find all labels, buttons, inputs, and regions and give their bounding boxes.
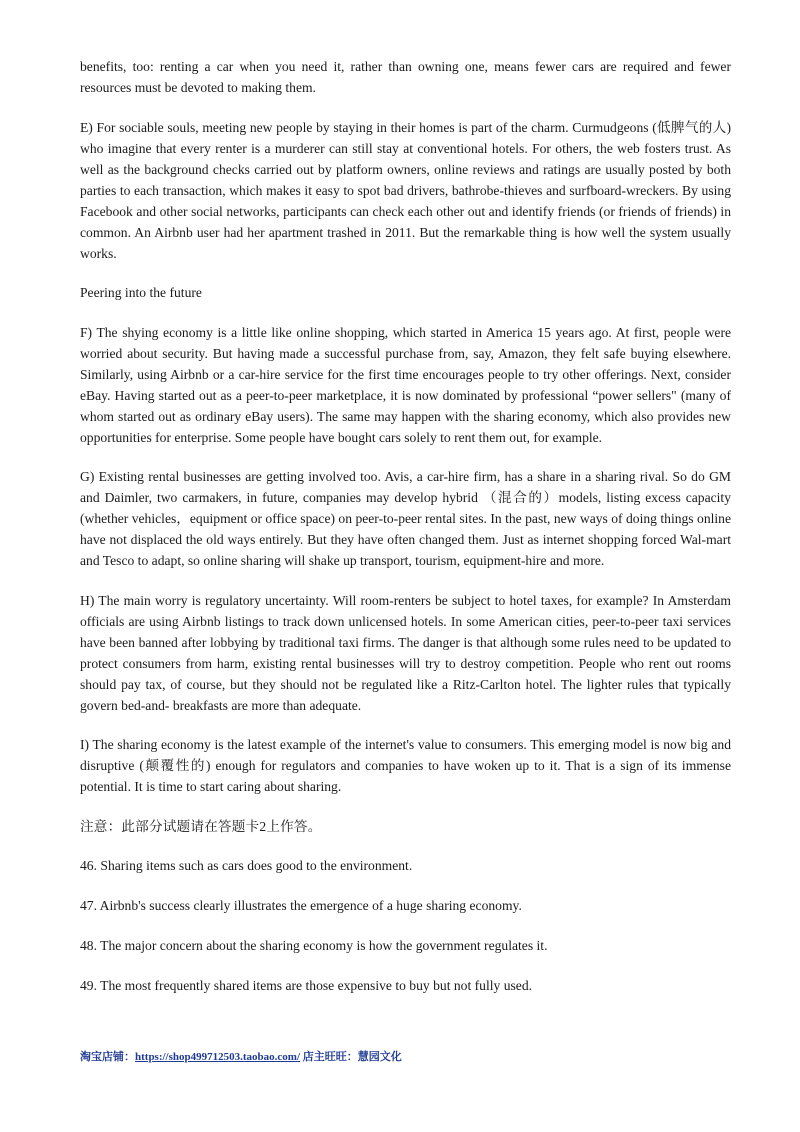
shop-label: 淘宝店铺： bbox=[80, 1051, 135, 1063]
owner-label: 店主旺旺：慧园文化 bbox=[302, 1051, 402, 1063]
section-heading: Peering into the future bbox=[80, 285, 202, 300]
paragraph-e: E) For sociable souls, meeting new people by staying in their homes is part of the charm. Curmudgeons (低脾气的人) who imagine that every renter is a murderer can still stay at conventional hotels. For others, the web fosters trust. As well as the background checks carried out by platform owners, online reviews and ratings are usually posted by both parties to each transaction, which makes it easy to spot bad drivers, bathrobe-thieves and surfboard-wreckers. By using Facebook and other social networks, participants can check each other out and identify friends (or friends of friends) in common. An Airbnb user had her apartment trashed in 2011. But the remarkable thing is how well the system usually works. bbox=[80, 119, 731, 261]
paragraph-continued: benefits, too: renting a car when you need it, rather than owning one, means fewer cars are required and fewer resources must be devoted to making them. bbox=[80, 59, 731, 95]
question-48: 48. The major concern about the sharing economy is how the government regulates it. bbox=[80, 938, 548, 953]
paragraph-i: I) The sharing economy is the latest example of the internet's value to consumers. This emerging model is now big and disruptive (颠覆性的) enough for regulators and companies to have woken up to it. That is a sign of its immense potential. It is time to start caring about sharing. bbox=[80, 737, 731, 794]
paragraph-g: G) Existing rental businesses are getting involved too. Avis, a car-hire firm, has a share in a sharing rival. So do GM and Daimler, two carmakers, in future, companies may develop hybrid （混合的）models, listing excess capacity (whether vehicles，equipment or office space) on peer-to-peer rental sites. In the past, new ways of doing things online have not displaced the old ways entirely. But they have often changed them. Just as internet shopping forced Wal-mart and Tesco to adapt, so online sharing will shake up transport, tourism, equipment-hire and more. bbox=[80, 469, 731, 568]
page-footer bbox=[80, 1049, 402, 1065]
question-49: 49. The most frequently shared items are those expensive to buy but not fully used. bbox=[80, 978, 533, 993]
document-body bbox=[80, 56, 731, 1015]
paragraph-f: F) The shying economy is a little like online shopping, which started in America 15 years ago. At first, people were worried about security. But having made a successful purchase from, say, Amazon, they felt safe buying elsewhere. Similarly, using Airbnb or a car-hire service for the first time encourages people to try other offerings. Next, consider eBay. Having started out as a peer-to-peer marketplace, it is now dominated by professional “power sellers" (many of whom started out as ordinary eBay users). The same may happen with the sharing economy, which also provides new opportunities for enterprise. Some people have bought cars solely to rent them out, for example. bbox=[80, 324, 731, 445]
shop-link[interactable]: https://shop499712503.taobao.com/ bbox=[135, 1051, 301, 1063]
question-46: 46. Sharing items such as cars does good to the environment. bbox=[80, 858, 413, 873]
paragraph-h: H) The main worry is regulatory uncertainty. Will room-renters be subject to hotel taxes, for example? In Amsterdam officials are using Airbnb listings to track down unlicensed hotels. In some American cities, peer-to-peer taxi services have been banned after lobbying by traditional taxi firms. The danger is that although some rules need to be updated to protect consumers from harm, existing rental businesses will try to destroy competition. People who rent out rooms should pay tax, of course, but they should not be regulated like a Ritz-Carlton hotel. The lighter rules that typically govern bed-and- breakfasts are more than adequate. bbox=[80, 592, 731, 713]
question-47: 47. Airbnb's success clearly illustrates the emergence of a huge sharing economy. bbox=[80, 898, 522, 913]
answer-sheet-note: 注意：此部分试题请在答题卡2上作答。 bbox=[80, 818, 322, 834]
